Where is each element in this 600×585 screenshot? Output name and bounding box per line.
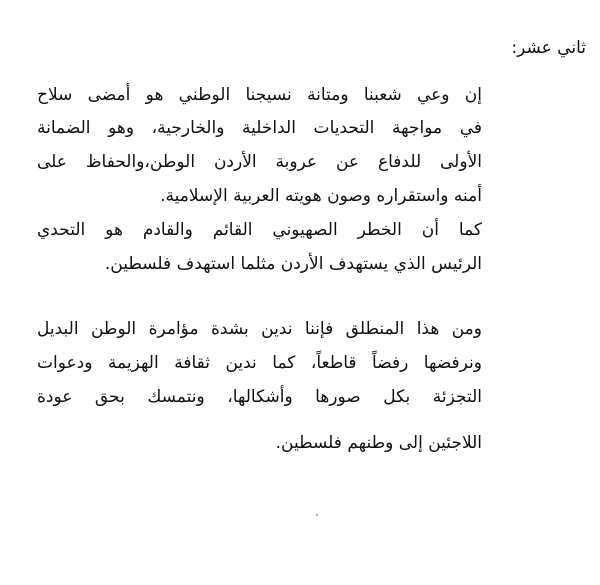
paragraph-line-1: إن وعي شعبنا ومتانة نسيجنا الوطني هو أمضى سلاح [37, 85, 482, 105]
stray-dot [316, 514, 318, 516]
paragraph-line-10: اللاجئين إلى وطنهم فلسطين. [275, 433, 482, 453]
paragraph-line-4: أمنه واستقراره وصون هويته العربية الإسلامية. [160, 186, 482, 206]
paragraph-line-6: الرئيس الذي يستهدف الأردن مثلما استهدف فلسطين. [104, 254, 482, 274]
paragraph-line-3: الأولى للدفاع عن عروبة الأردن الوطن،والحفاظ على [37, 152, 482, 172]
paragraph-line-5: كما أن الخطر الصهيوني القائم والقادم هو التحدي [37, 220, 482, 240]
section-heading: ثاني عشر: [511, 38, 586, 58]
paragraph-line-9: التجزئة بكل صورها وأشكالها، ونتمسك بحق عودة [37, 387, 482, 407]
paragraph-line-8: ونرفضها رفضاً قاطعاً، كما ندين ثقافة الهزيمة ودعوات [37, 353, 482, 373]
paragraph-line-2: في مواجهة التحديات الداخلية والخارجية، وهو الضمانة [37, 118, 482, 138]
paragraph-line-7: ومن هذا المنطلق فإننا ندين بشدة مؤامرة الوطن البديل [37, 319, 482, 339]
